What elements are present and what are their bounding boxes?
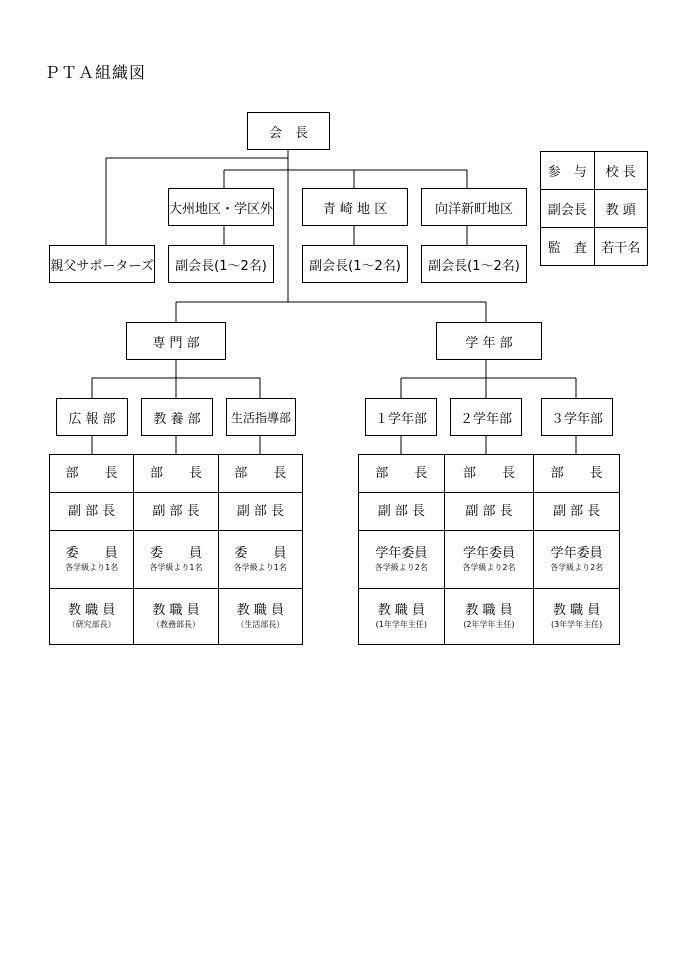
advisor-person: 校 長 [594,152,648,190]
supporters-box: 親父サポーターズ [49,245,155,283]
member-cell: 教 職 員 (1年学年主任) [359,589,445,645]
district-box-koyo: 向洋新町地区 [421,188,527,226]
advisor-person: 教 頭 [594,190,648,228]
member-cell: 委 員 各学級より1名 [218,531,302,589]
member-cell: 部 長 [359,455,445,493]
member-cell: 副 部 長 [134,493,218,531]
page-title: ＰＴＡ組織図 [44,63,147,82]
member-cell: 副 部 長 [50,493,134,531]
member-cell: 教 職 員 (2年学年主任) [444,589,534,645]
district-vice-box-koyo: 副会長(1～2名) [421,245,527,283]
member-cell: 部 長 [534,455,620,493]
advisor-person: 若干名 [594,228,648,266]
member-cell: 学年委員 各学級より2名 [359,531,445,589]
member-cell: 部 長 [50,455,134,493]
district-box-ozu: 大州地区・学区外 [168,188,274,226]
district-vice-box-ozu: 副会長(1～2名) [168,245,274,283]
member-cell: 教 職 員 （教務部長） [134,589,218,645]
chair-box: 会 長 [247,112,330,150]
district-vice-box-aosaki: 副会長(1～2名) [302,245,408,283]
member-cell: 教 職 員 (3年学年主任) [534,589,620,645]
member-cell: 部 長 [218,455,302,493]
advisor-role: 監 査 [541,228,595,266]
advisor-role: 副会長 [541,190,595,228]
member-cell: 副 部 長 [534,493,620,531]
dept-box-kyoyo: 教 養 部 [141,398,213,436]
member-cell: 委 員 各学級より1名 [50,531,134,589]
dept-box-koho: 広 報 部 [56,398,128,436]
dept-box-grade1: １学年部 [365,398,437,436]
member-cell: 学年委員 各学級より2名 [444,531,534,589]
member-cell: 部 長 [444,455,534,493]
grade-division-box: 学 年 部 [436,322,542,360]
dept-box-seikatsu: 生活指導部 [226,398,296,436]
member-cell: 教 職 員 （研究部長） [50,589,134,645]
specialist-division-box: 専 門 部 [126,322,226,360]
district-box-aosaki: 青 崎 地 区 [302,188,408,226]
member-cell: 教 職 員 （生活部長） [218,589,302,645]
member-cell: 副 部 長 [359,493,445,531]
grade-members-table [358,454,620,645]
dept-box-grade3: ３学年部 [541,398,613,436]
member-cell: 副 部 長 [444,493,534,531]
advisors-table [540,151,648,266]
member-cell: 部 長 [134,455,218,493]
specialist-members-table [49,454,303,645]
member-cell: 委 員 各学級より1名 [134,531,218,589]
advisor-role: 参 与 [541,152,595,190]
member-cell: 副 部 長 [218,493,302,531]
dept-box-grade2: ２学年部 [450,398,522,436]
member-cell: 学年委員 各学級より2名 [534,531,620,589]
